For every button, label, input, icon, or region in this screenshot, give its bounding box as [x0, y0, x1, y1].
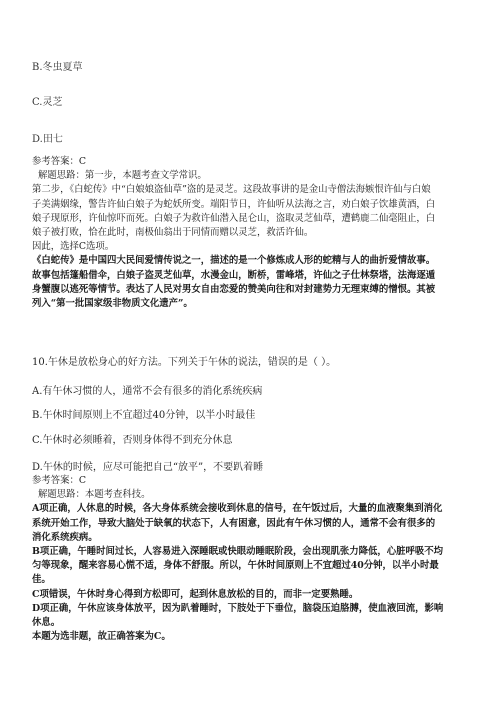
option-b-prev: B.冬虫夏草	[32, 62, 83, 73]
analysis-line: 《白蛇传》是中国四大民间爱情传说之一，描述的是一个修炼成人形的蛇精与人的曲折爱情故事。	[32, 255, 436, 267]
question-10-stem: 10.午休是放松身心的好方法。下列关于午休的说法，错误的是（ ）。	[32, 357, 337, 368]
analysis-line: 匀等现象，醒来容易心慌不适，身体不舒服。所以，午休时间原则上不宜超过40分钟，以半小时最	[32, 560, 439, 572]
analysis-line: 本题为选非题，故正确答案为C。	[32, 631, 171, 643]
analysis-line: 解题思路：本题考查科技。	[38, 489, 151, 501]
analysis-line: 佳。	[32, 574, 51, 586]
answer-prev-label: 参考答案：C	[32, 156, 87, 167]
analysis-line: 故事包括篷船借伞，白娘子盗灵芝仙草，水漫金山，断桥，雷峰塔，许仙之子仕林祭塔，法海逐遁	[32, 269, 436, 281]
analysis-line: 系统开始工作，导致大脑处于缺氧的状态下，人有困意，因此有午休习惯的人，通常不会有很多的	[32, 517, 436, 529]
analysis-line: 列入“第一批国家级非物质文化遗产”。	[32, 298, 193, 310]
analysis-line: 消化系统疾病。	[32, 531, 98, 543]
analysis-line: A项正确，人休息的时候，各大身体系统会接收到休息的信号，在午饭过后，大量的血液聚集到消化	[32, 503, 443, 515]
option-d-prev: D.田七	[32, 134, 63, 145]
analysis-line: 娘子现原形，许仙惊吓而死。白娘子为救许仙潜入昆仑山，盗取灵芝仙草，遭鹤鹿二仙毫阻止，白	[32, 212, 436, 224]
analysis-line: 因此，选择C选项。	[32, 241, 115, 253]
analysis-line: 娘子被打败，恰在此时，南极仙翁出于同情而赠以灵芝，救活许仙。	[32, 227, 314, 239]
answer-prev-block	[32, 155, 472, 311]
analysis-line: 休息。	[32, 617, 61, 629]
analysis-line: C项错误，午休时身心得到方松即可，起到休息放松的目的，而非一定要熟睡。	[32, 588, 359, 600]
analysis-line: 身蟹腹以逃死等情节。表达了人民对男女自由恋爱的赞美向往和对封建势力无理束缚的憎恨。其被	[32, 283, 436, 295]
answer-10-label: 参考答案：C	[32, 475, 87, 486]
question-10-option-c: C.午休时必须睡着，否则身体得不到充分休息	[32, 435, 233, 446]
analysis-line: 子美满姻缘，警告许仙白娘子为蛇妖所变。端阳节日，许仙听从法海之言，劝白娘子饮雄黄酒，白	[32, 198, 436, 210]
option-c-prev: C.灵芝	[32, 97, 63, 108]
analysis-line: D项正确，午休应该身体放平，因为趴着睡时，下肢处于下垂位，脑袋压迫胳膊，使血液回流，影响	[32, 602, 444, 614]
analysis-line: 解题思路：第一步，本题考查文学常识。	[38, 170, 207, 182]
analysis-line: 第二步，《白蛇传》中“白娘娘盗仙草”盗的是灵芝。这段故事讲的是金山寺僧法海嫉恨许仙与白娘	[32, 184, 431, 196]
question-10-option-a: A.有午休习惯的人，通常不会有很多的消化系统疾病	[32, 386, 263, 397]
analysis-line: B项正确，午睡时间过长，人容易进入深睡眠或快眼动睡眠阶段，会出现肌张力降低，心脏呼吸不均	[32, 546, 444, 558]
answer-10-block	[32, 474, 472, 644]
question-10-option-b: B.午休时间原则上不宜超过40分钟，以半小时最佳	[32, 410, 256, 421]
question-10-option-d: D.午休的时候，应尽可能把自己“放平”，不要趴着睡	[32, 462, 264, 473]
